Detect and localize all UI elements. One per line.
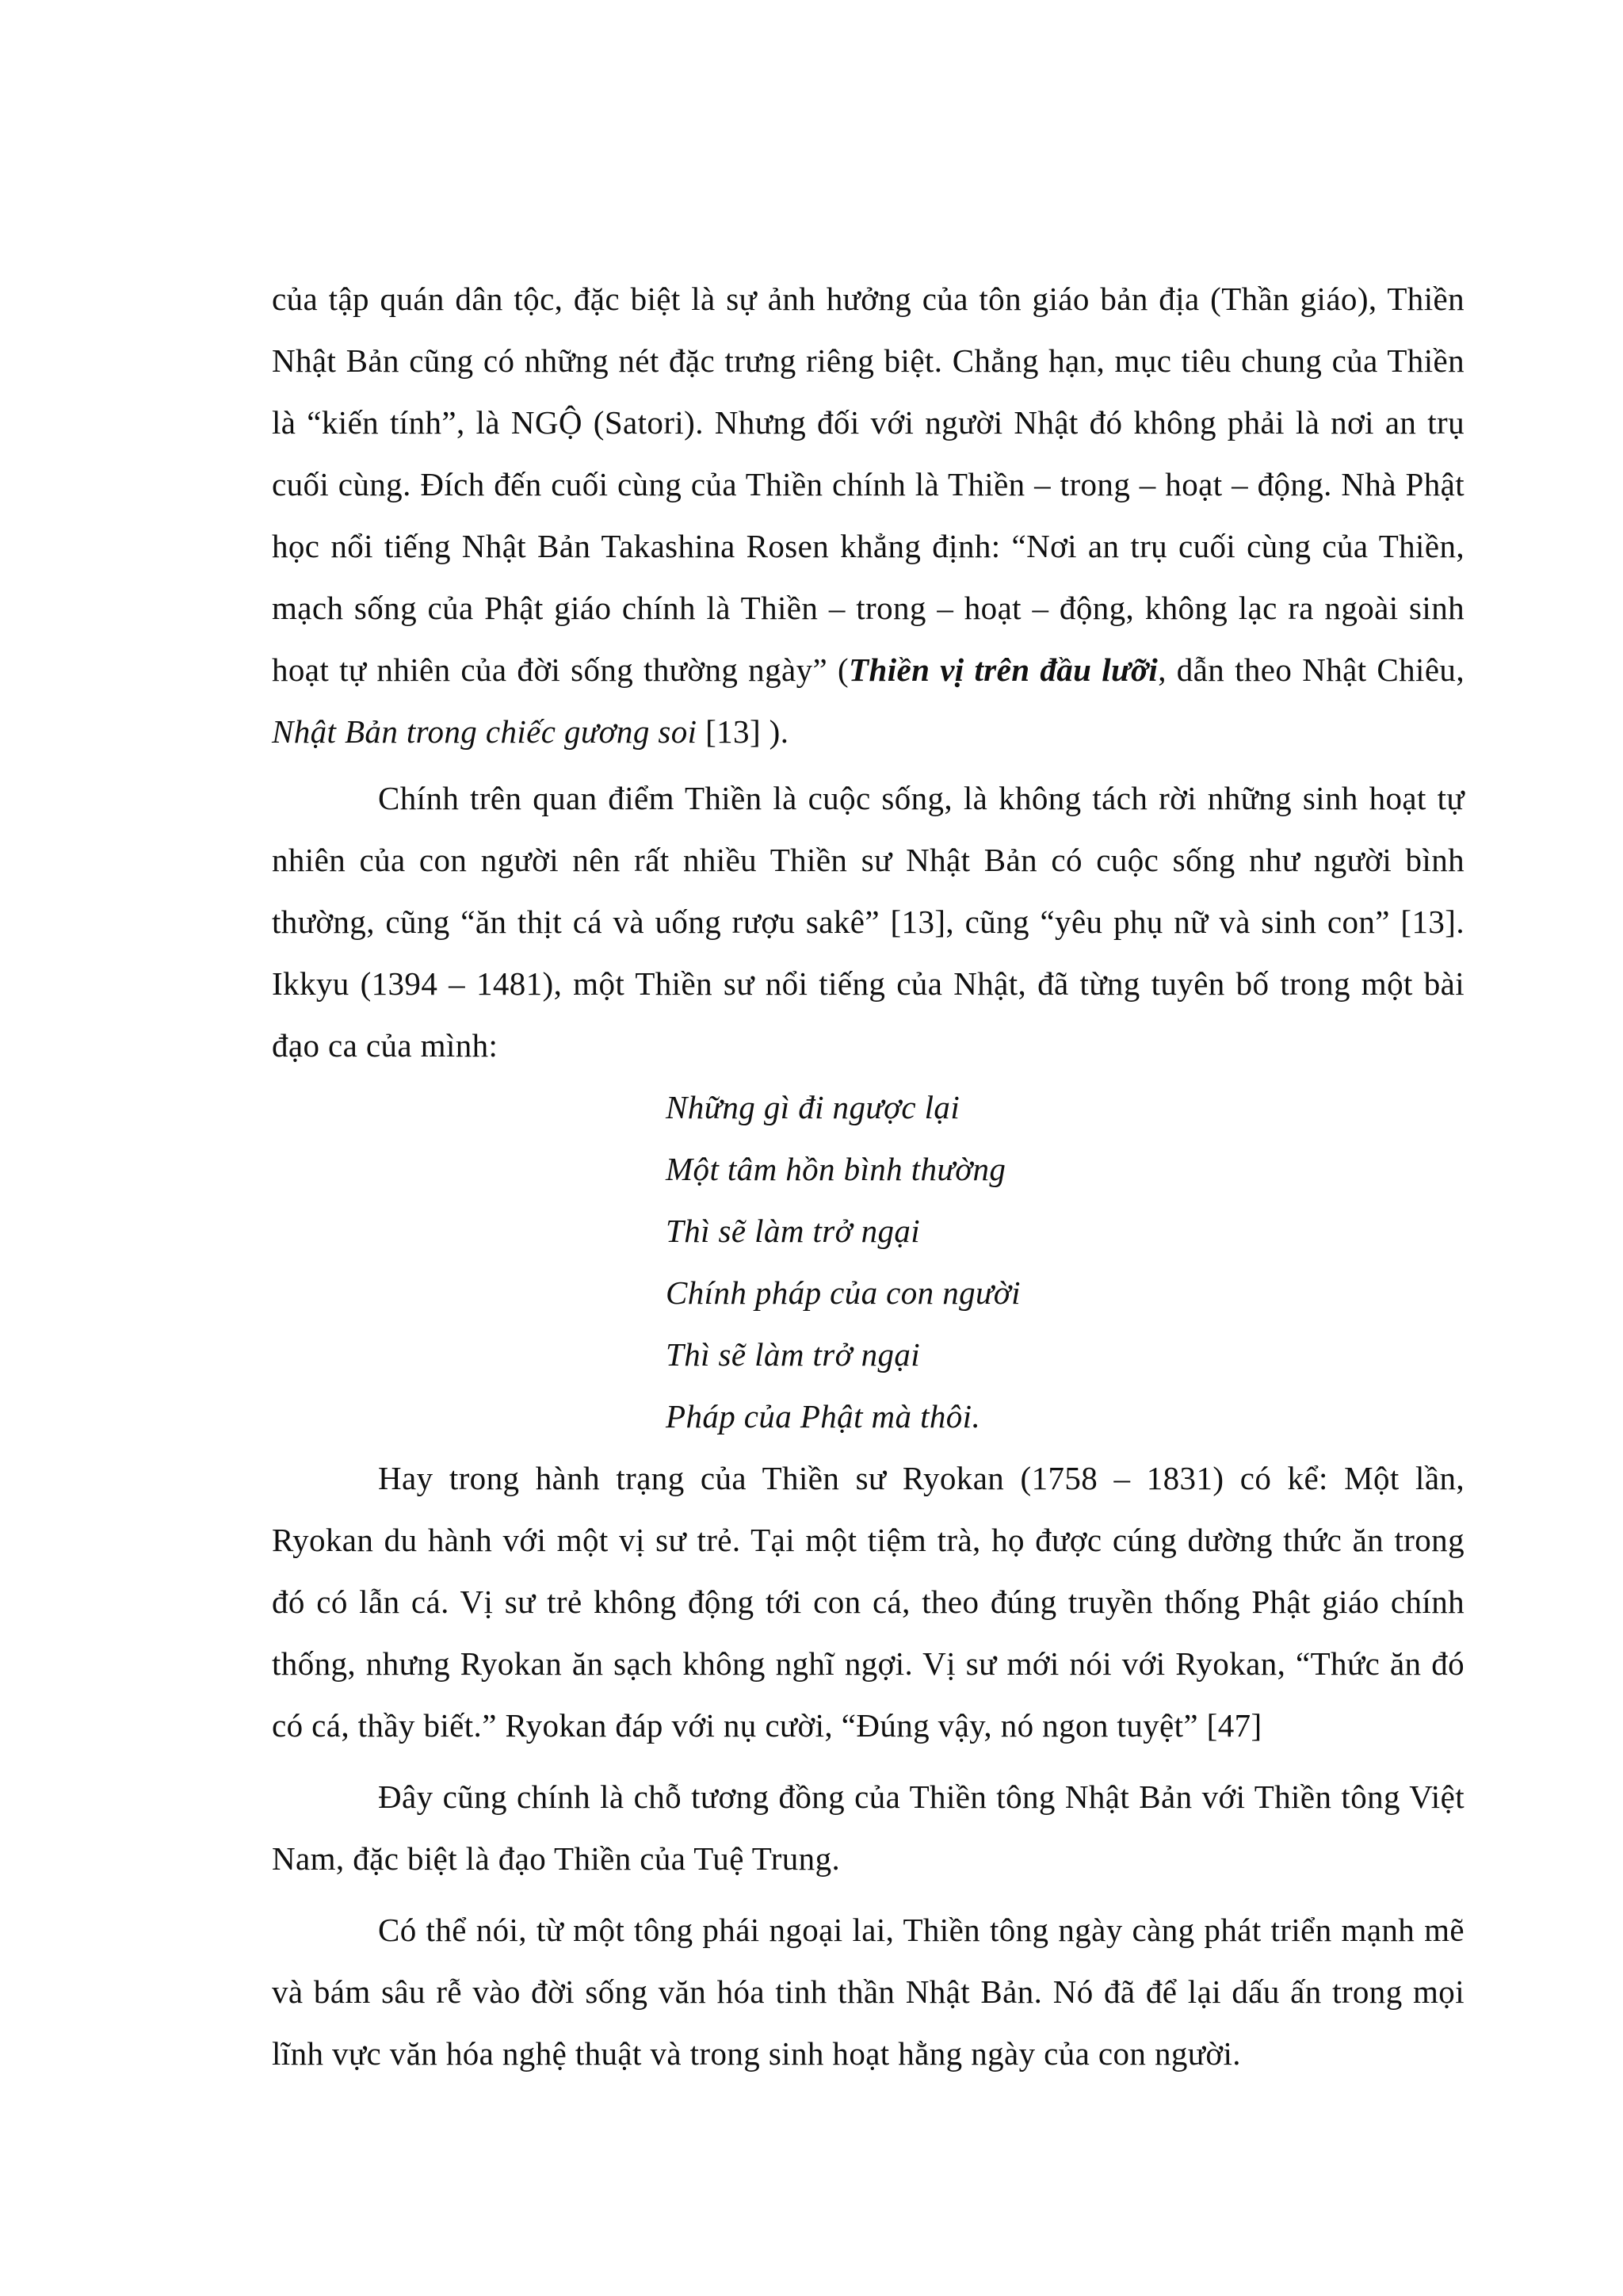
paragraph-conclusion: Có thể nói, từ một tông phái ngoại lai, Thiền tông ngày càng phát triển mạnh mẽ và bám sâu rễ vào đời sống văn hóa tinh thần Nhật Bản. Nó đã để lại dấu ấn trong mọi lĩnh vực văn hóa nghệ thuật và trong sinh hoạt hằng ngày của con người. (272, 1912, 1465, 2072)
document-page (272, 268, 1465, 2084)
paragraph-text: của tập quán dân tộc, đặc biệt là sự ảnh hưởng của tôn giáo bản địa (Thần giáo), Thiền Nhật Bản cũng có những nét đặc trưng riêng biệt. Chẳng hạn, mục tiêu chung của Thiền là “kiến tính”, là NGỘ (Satori). Nhưng đối với người Nhật đó không phải là nơi an trụ cuối cùng. Đích đến cuối cùng của Thiền chính là Thiền – trong – hoạt – động. Nhà Phật học nổi tiếng Nhật Bản Takashina Rosen khẳng định: “Nơi an trụ cuối cùng của Thiền, mạch sống của Phật giáo chính là Thiền – trong – hoạt – động, không lạc ra ngoài sinh hoạt tự nhiên của đời sống thường ngày” ( (272, 281, 1465, 688)
paragraph-zen-masters-life: Chính trên quan điểm Thiền là cuộc sống, là không tách rời những sinh hoạt tự nhiên của con người nên rất nhiều Thiền sư Nhật Bản có cuộc sống như người bình thường, cũng “ăn thịt cá và uống rượu sakê” [13], cũng “yêu phụ nữ và sinh con” [13]. Ikkyu (1394 – 1481), một Thiền sư nổi tiếng của Nhật, đã từng tuyên bố trong một bài đạo ca của mình: (272, 780, 1465, 1064)
poem-line: Thì sẽ làm trở ngại (666, 1213, 921, 1249)
poem-line: Những gì đi ngược lại (666, 1089, 960, 1125)
book-title-japan-mirror: Nhật Bản trong chiếc gương soi (272, 713, 697, 750)
book-title-zen-taste: Thiền vị trên đầu lưỡi (849, 651, 1159, 688)
poem-line: Chính pháp của con người (666, 1274, 1021, 1311)
paragraph-ryokan-story: Hay trong hành trạng của Thiền sư Ryokan (1758 – 1831) có kể: Một lần, Ryokan du hành với một vị sư trẻ. Tại một tiệm trà, họ được cúng dường thức ăn trong đó có lẫn cá. Vị sư trẻ không động tới con cá, theo đúng truyền thống Phật giáo chính thống, nhưng Ryokan ăn sạch không nghĩ ngợi. Vị sư mới nói với Ryokan, “Thức ăn đó có cá, thầy biết.” Ryokan đáp với nụ cười, “Đúng vậy, nó ngon tuyệt” [47] (272, 1460, 1465, 1744)
paragraph-similarity: Đây cũng chính là chỗ tương đồng của Thiền tông Nhật Bản với Thiền tông Việt Nam, đặc biệt là đạo Thiền của Tuệ Trung. (272, 1778, 1465, 1877)
poem-line: Một tâm hồn bình thường (666, 1151, 1006, 1187)
paragraph-text: , dẫn theo Nhật Chiêu, (1158, 651, 1465, 688)
poem-line: Thì sẽ làm trở ngại (666, 1336, 921, 1373)
poem-line: Pháp của Phật mà thôi. (666, 1398, 981, 1435)
citation: [13] ). (697, 713, 789, 750)
poem-ikkyu (272, 1076, 1465, 1447)
paragraph-zen-characteristics (272, 268, 1465, 762)
